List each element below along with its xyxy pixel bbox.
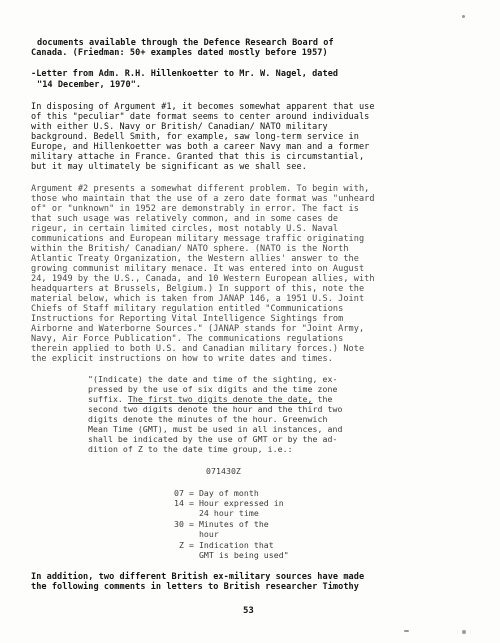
paragraph-line: therein applied to both U.S. and Canadian military forces.) Note [31, 344, 365, 354]
paragraph-line: that such usage was relatively common, and in some cases de [31, 214, 339, 224]
paragraph-line: Instructions for Reporting Vital Intelligence Sightings from [31, 314, 344, 324]
paragraph-line: Europe, and Hillenkoetter was both a career Navy man and a former [31, 142, 370, 152]
quote-underlined-text: The first two digits denote the date, [127, 394, 313, 404]
quote-line: "(Indicate) the date and time of the sighting, ex- [88, 374, 338, 384]
paragraph-line: communications and European military message traffic originating [31, 234, 365, 244]
page-number: 53 [243, 606, 254, 616]
scan-speck [462, 630, 466, 634]
header-line-2: Canada. (Friedman: 50+ examples dated mostly before 1957) [31, 48, 328, 58]
legend-line: 07 = Day of month [174, 488, 259, 498]
legend-line: 14 = Hour expressed in [174, 498, 284, 508]
paragraph-line: background. Bedell Smith, for example, saw long-term service in [31, 132, 359, 142]
scan-speck [404, 630, 409, 632]
paragraph-line: military attache in France. Granted that this is circumstantial, [31, 152, 365, 162]
closing-line-1: In addition, two different British ex-military sources have made [31, 572, 365, 582]
legend-line: GMT is being used" [174, 550, 289, 560]
quote-text: the [312, 394, 333, 404]
paragraph-line: Argument #2 presents a somewhat different problem. To begin with, [31, 184, 370, 194]
paragraph-line: but it may ultimately be significant as we shall see. [31, 162, 307, 172]
quote-line: shall be indicated by the use of GMT or by the ad- [88, 434, 338, 444]
quote-text: suffix. [88, 394, 128, 404]
header-line-1: documents available through the Defence Research Board of [37, 38, 334, 48]
paragraph-line: rigeur, in certain limited circles, most notably U.S. Naval [31, 224, 339, 234]
quote-line: digits denote the minutes of the hour. Greenwich [88, 414, 328, 424]
quote-line [88, 394, 333, 404]
paragraph-line: with either U.S. Navy or British/ Canadian/ NATO military [31, 122, 328, 132]
paragraph-line: Atlantic Treaty Organization, the Western allies' answer to the [31, 254, 359, 264]
paragraph-line: headquarters at Brussels, Belgium.) In support of this, note the [31, 284, 365, 294]
legend-line: 30 = Minutes of the [174, 519, 269, 529]
paragraph-line: Airborne and Waterborne Sources." (JANAP stands for "Joint Army, [31, 324, 365, 334]
paragraph-line: the explicit instructions on how to write dates and times. [31, 354, 333, 364]
paragraph-line: those who maintain that the use of a zero date format was "unheard [31, 194, 375, 204]
letter-reference-line-1: -Letter from Adm. R.H. Hillenkoetter to Mr. W. Nagel, dated [31, 69, 339, 79]
paragraph-line: of" or "unknown" in 1952 are demonstrably in error. The fact is [31, 204, 359, 214]
paragraph-line: In disposing of Argument #1, it becomes somewhat apparent that use [31, 102, 375, 112]
paragraph-line: 24, 1949 by the U.S., Canada, and 10 Western European allies, with [31, 274, 375, 284]
quote-line: second two digits denote the hour and the third two [88, 404, 343, 414]
paragraph-line: growing communist military menace. It was entered into on August [31, 264, 365, 274]
paragraph-line: Navy, Air Force Publication". The communications regulations [31, 334, 344, 344]
paragraph-line: Chiefs of Staff military regulation entitled "Communications [31, 304, 344, 314]
letter-reference-line-2: "14 December, 1970". [37, 80, 142, 90]
closing-line-2: the following comments in letters to British researcher Timothy [31, 582, 359, 592]
legend-line: Z = Indication that [174, 540, 274, 550]
quote-line: Mean Time (GMT), must be used in all instances, and [88, 424, 343, 434]
example-date-time-group: 071430Z [206, 466, 241, 476]
paragraph-line: of this "peculiar" date format seems to center around individuals [31, 112, 370, 122]
legend-line: hour [174, 529, 219, 539]
quote-line: pressed by the use of six digits and the time zone [88, 384, 338, 394]
paragraph-line: within the British/ Canadian/ NATO sphere. (NATO is the North [31, 244, 349, 254]
legend-line: 24 hour time [174, 508, 259, 518]
quote-line: dition of Z to the date time group, i.e.: [88, 444, 293, 454]
scan-speck [462, 15, 465, 18]
paragraph-line: material below, which is taken from JANAP 146, a 1951 U.S. Joint [31, 294, 365, 304]
